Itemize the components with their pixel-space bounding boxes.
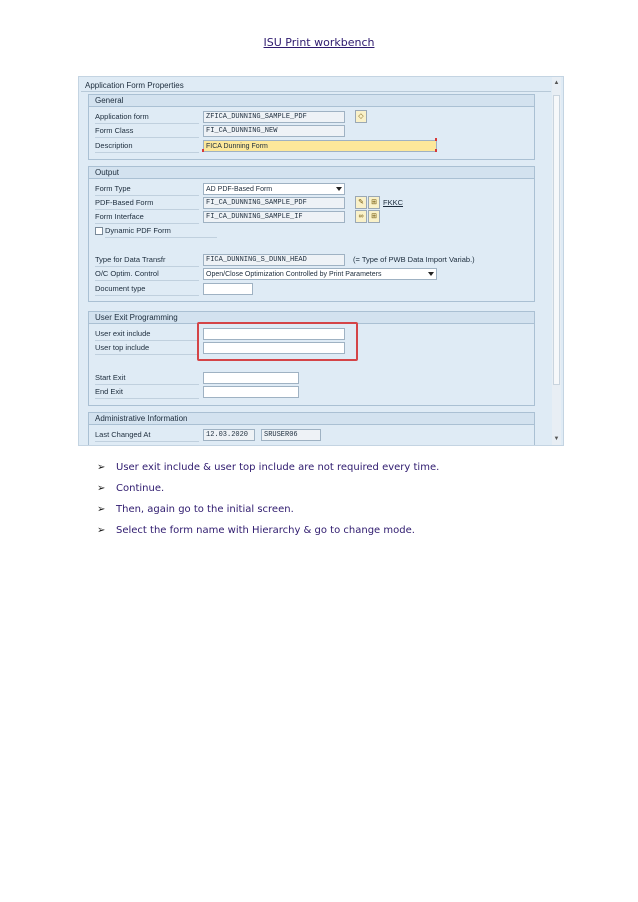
form-interface-row <box>95 211 515 223</box>
search-help-icon[interactable]: ◇ <box>355 110 367 123</box>
form-class-row <box>95 125 515 137</box>
fkkc-link[interactable]: FKKC <box>383 198 404 207</box>
description-row <box>95 140 515 152</box>
scroll-thumb[interactable] <box>553 95 560 385</box>
pdf-form-row <box>95 197 525 209</box>
last-changed-user[interactable]: SRUSER06 <box>261 429 321 441</box>
admin-group-title: Administrative Information <box>89 413 534 425</box>
panel-title: Application Form Properties <box>85 81 184 90</box>
arrow-bullet-icon: ➢ <box>97 525 106 536</box>
application-form-field[interactable]: ZFICA_DUNNING_SAMPLE_PDF <box>203 111 345 123</box>
list-item-text: Then, again go to the initial screen. <box>116 504 294 515</box>
arrow-bullet-icon: ➢ <box>97 504 106 515</box>
last-changed-row <box>95 429 515 441</box>
scroll-up-icon[interactable]: ▲ <box>553 80 560 86</box>
list-item <box>97 523 567 544</box>
oc-optim-label: O/C Optim. Control <box>95 268 199 281</box>
oc-optim-row <box>95 268 525 280</box>
list-item-text: User exit include & user top include are not required every time. <box>116 462 440 473</box>
form-interface-field[interactable]: FI_CA_DUNNING_SAMPLE_IF <box>203 211 345 223</box>
chevron-down-icon <box>336 187 342 191</box>
user-exit-group-title: User Exit Programming <box>89 312 534 324</box>
end-exit-field[interactable] <box>203 386 299 398</box>
application-form-label: Application form <box>95 111 199 124</box>
hierarchy-icon[interactable]: ⊞ <box>368 210 380 223</box>
hierarchy-icon[interactable]: ⊞ <box>368 196 380 209</box>
form-interface-label: Form Interface <box>95 211 199 224</box>
form-type-select[interactable] <box>203 183 345 195</box>
document-type-field[interactable] <box>203 283 253 295</box>
data-transfer-field[interactable]: FICA_DUNNING_S_DUNN_HEAD <box>203 254 345 266</box>
required-marker <box>435 138 437 141</box>
list-item <box>97 460 567 481</box>
instruction-list <box>97 460 567 544</box>
output-group-title: Output <box>89 167 534 179</box>
arrow-bullet-icon: ➢ <box>97 462 106 473</box>
glasses-icon[interactable]: ∞ <box>355 210 367 223</box>
highlight-box <box>197 322 358 361</box>
oc-optim-select[interactable] <box>203 268 437 280</box>
pdf-form-label: PDF-Based Form <box>95 197 199 210</box>
general-group <box>88 94 535 160</box>
list-item <box>97 481 567 502</box>
description-label: Description <box>95 140 199 153</box>
form-class-field[interactable]: FI_CA_DUNNING_NEW <box>203 125 345 137</box>
oc-optim-value: Open/Close Optimization Controlled by Print Parameters <box>206 271 382 278</box>
data-transfer-label: Type for Data Transfr <box>95 254 199 267</box>
description-field[interactable]: FICA Dunning Form <box>203 140 437 152</box>
last-changed-date[interactable]: 12.03.2020 <box>203 429 255 441</box>
edit-pencil-icon[interactable]: ✎ <box>355 196 367 209</box>
admin-group <box>88 412 535 446</box>
required-marker <box>202 149 204 152</box>
dynamic-pdf-label: Dynamic PDF Form <box>105 225 217 238</box>
last-changed-label: Last Changed At <box>95 429 199 442</box>
application-form-row <box>95 111 515 123</box>
document-title: ISU Print workbench <box>263 36 375 49</box>
document-type-label: Document type <box>95 283 199 296</box>
list-item-text: Continue. <box>116 483 165 494</box>
required-marker <box>435 149 437 152</box>
end-exit-row <box>95 386 515 398</box>
data-transfer-row <box>95 254 525 266</box>
output-group <box>88 166 535 302</box>
scroll-down-icon[interactable]: ▼ <box>553 436 560 442</box>
list-item <box>97 502 567 523</box>
form-type-row <box>95 183 515 195</box>
document-type-row <box>95 283 515 295</box>
start-exit-field[interactable] <box>203 372 299 384</box>
panel-title-divider <box>81 91 551 92</box>
user-exit-label: User exit include <box>95 328 199 341</box>
user-top-label: User top include <box>95 342 199 355</box>
list-item-text: Select the form name with Hierarchy & go to change mode. <box>116 525 415 536</box>
start-exit-row <box>95 372 515 384</box>
sap-screenshot <box>78 76 564 446</box>
start-exit-label: Start Exit <box>95 372 199 385</box>
arrow-bullet-icon: ➢ <box>97 483 106 494</box>
form-type-value: AD PDF-Based Form <box>206 186 273 193</box>
end-exit-label: End Exit <box>95 386 199 399</box>
pdf-form-field[interactable]: FI_CA_DUNNING_SAMPLE_PDF <box>203 197 345 209</box>
general-group-title: General <box>89 95 534 107</box>
data-transfer-note: (= Type of PWB Data Import Variab.) <box>353 255 475 264</box>
form-class-label: Form Class <box>95 125 199 138</box>
chevron-down-icon <box>428 272 434 276</box>
dynamic-pdf-checkbox[interactable] <box>95 227 103 235</box>
form-type-label: Form Type <box>95 183 199 196</box>
vertical-scrollbar[interactable] <box>552 77 561 445</box>
dynamic-pdf-row <box>95 225 215 237</box>
